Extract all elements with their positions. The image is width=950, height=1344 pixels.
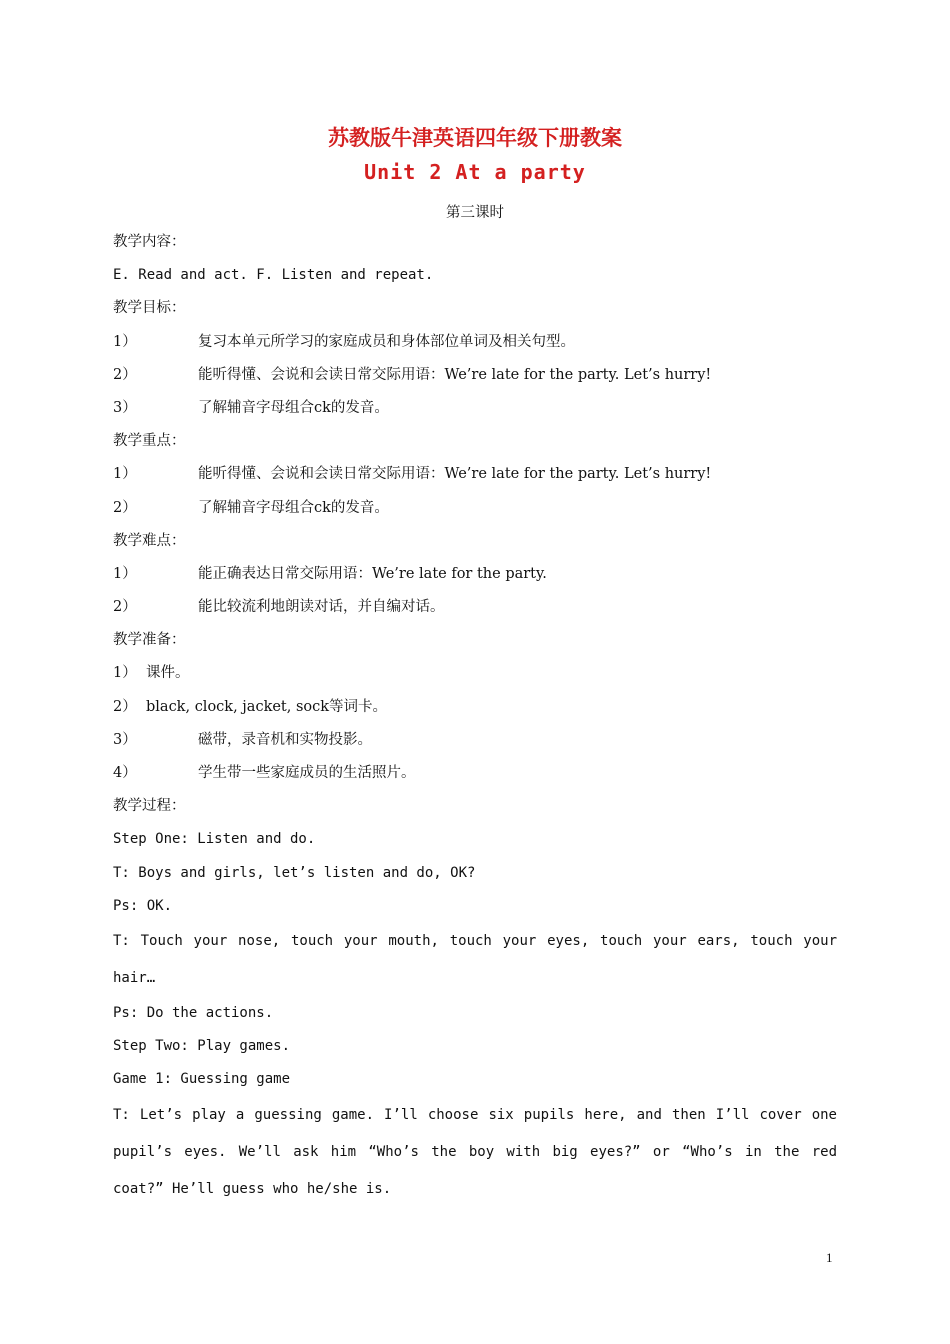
item-text: 能正确表达日常交际用语：We’re late for the party. <box>198 565 547 582</box>
heading-key-points: 教学重点： <box>113 433 186 450</box>
list-item <box>113 691 837 724</box>
item-number: 1） <box>113 665 137 682</box>
process-line: Step Two: Play games. <box>113 1038 291 1055</box>
item-text: 磁带，录音机和实物投影。 <box>198 731 372 748</box>
list-item <box>113 657 837 690</box>
item-number: 1） <box>113 466 137 483</box>
item-number: 4） <box>113 765 137 781</box>
document-title: 苏教版牛津英语四年级下册教案 <box>328 125 622 150</box>
heading-goals: 教学目标： <box>113 300 186 317</box>
item-number: 2） <box>113 698 137 715</box>
process-line: Ps: OK. <box>113 897 173 914</box>
process-line: T: Touch your nose, touch your mouth, touch your eyes, touch your ears, touch your hair… <box>113 932 837 986</box>
document-body <box>113 226 837 1208</box>
list-item <box>113 757 837 790</box>
item-text: 课件。 <box>146 665 190 682</box>
item-number: 3） <box>113 731 137 748</box>
heading-process: 教学过程： <box>113 798 186 815</box>
item-text: 能听得懂、会说和会读日常交际用语：We’re late for the party. Let’s hurry! <box>198 366 712 383</box>
process-line: T: Let’s play a guessing game. I’ll choose six pupils here, and then I’ll cover one pupil’s eyes. We’ll ask him “Who’s the boy with big eyes?” or “Who’s in the red coat?” He’ll guess who he/she is. <box>113 1106 837 1197</box>
item-text: black, clock, jacket, sock等词卡。 <box>146 698 388 715</box>
process-line: Ps: Do the actions. <box>113 1004 274 1021</box>
heading-preparation: 教学准备： <box>113 632 186 649</box>
item-text: 了解辅音字母组合ck的发音。 <box>198 499 389 516</box>
list-item <box>113 392 837 425</box>
item-text: 了解辅音字母组合ck的发音。 <box>198 399 389 416</box>
list-item <box>113 591 837 624</box>
item-number: 1） <box>113 565 137 582</box>
process-line: Step One: Listen and do. <box>113 831 316 848</box>
list-item <box>113 359 837 392</box>
unit-title: Unit 2 At a party <box>364 160 586 184</box>
item-text: 学生带一些家庭成员的生活照片。 <box>198 765 416 781</box>
content-text: E. Read and act. F. Listen and repeat. <box>113 267 434 284</box>
item-text: 复习本单元所学习的家庭成员和身体部位单词及相关句型。 <box>198 333 575 350</box>
page-number: 1 <box>826 1250 833 1265</box>
item-text: 能比较流利地朗读对话，并自编对话。 <box>198 599 445 616</box>
process-line: T: Boys and girls, let’s listen and do, OK? <box>113 864 476 881</box>
item-number: 2） <box>113 599 137 616</box>
item-number: 3） <box>113 399 137 416</box>
list-item <box>113 558 837 591</box>
heading-content: 教学内容： <box>113 234 186 250</box>
item-number: 2） <box>113 366 137 383</box>
list-item <box>113 458 837 491</box>
list-item <box>113 492 837 525</box>
process-line: Game 1: Guessing game <box>113 1071 291 1088</box>
item-number: 1） <box>113 333 137 350</box>
item-number: 2） <box>113 499 137 516</box>
item-text: 能听得懂、会说和会读日常交际用语：We’re late for the party. Let’s hurry! <box>198 466 712 483</box>
lesson-label: 第三课时 <box>446 205 504 221</box>
list-item <box>113 326 837 359</box>
heading-difficulties: 教学难点： <box>113 532 186 549</box>
list-item <box>113 724 837 757</box>
